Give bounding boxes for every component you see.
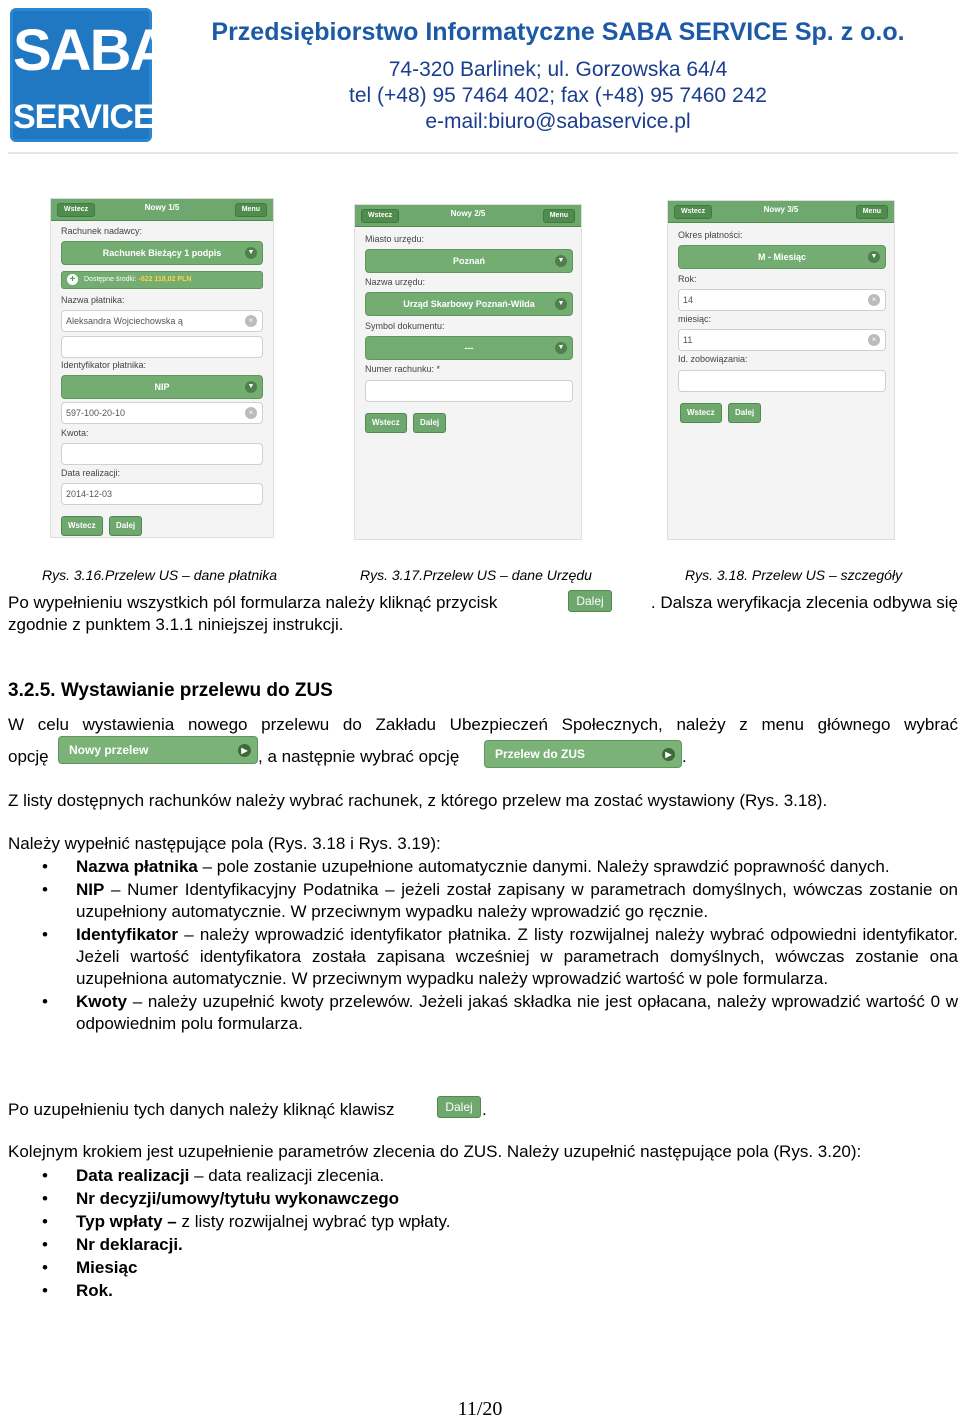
menu-option-label: Przelew do ZUS (495, 747, 586, 761)
list-item (8, 1164, 958, 1187)
step-indicator: Nowy 2/5 (450, 209, 486, 218)
list-item-term: Kwoty (76, 992, 127, 1011)
chevron-down-icon: ▼ (868, 251, 880, 263)
menu-option-new-transfer (58, 736, 258, 764)
figure-caption-3-18: Rys. 3.18. Przelew US – szczegóły (685, 567, 903, 583)
date-label: Data realizacji: (61, 468, 121, 478)
figure-caption-3-17: Rys. 3.17.Przelew US – dane Urzędu (360, 567, 592, 583)
payer-label: Nazwa płatnika: (61, 295, 125, 305)
payer-id-input[interactable] (61, 402, 263, 424)
clear-icon[interactable]: × (868, 334, 880, 346)
menu-button[interactable]: Menu (235, 203, 267, 217)
list-item (8, 1233, 958, 1256)
payer-id-type-select[interactable] (61, 375, 263, 399)
list-item-term: Nr deklaracji. (76, 1235, 183, 1254)
list-item-term: Nazwa płatnika (76, 857, 198, 876)
para2-text-a: W celu wystawienia nowego przelewu do Zakładu Ubezpieczeń Społecznych, należy z menu głównego wybrać (8, 715, 958, 734)
year-input[interactable] (678, 289, 886, 311)
period-select[interactable] (678, 245, 886, 269)
para3: Z listy dostępnych rachunków należy wybrać rachunek, z którego przelew ma zostać wystawiony (Rys. 3.18). (8, 791, 828, 810)
list-item-term: Typ wpłaty – (76, 1212, 177, 1231)
menu-button[interactable]: Menu (543, 209, 575, 223)
available-amount: -622 118,02 PLN (138, 276, 192, 283)
year-value: 14 (683, 295, 694, 305)
screenshot-details (667, 200, 895, 540)
amount-label: Kwota: (61, 428, 89, 438)
chevron-right-icon: ▶ (238, 744, 251, 757)
list-item-term: Identyfikator (76, 925, 179, 944)
payer-input[interactable] (61, 310, 263, 332)
clear-icon[interactable]: × (245, 315, 257, 327)
list-item (8, 856, 958, 878)
menu-option-zus-transfer (484, 740, 682, 768)
logo-text-bottom: SERVICE (13, 98, 155, 136)
month-label: miesiąc: (678, 314, 712, 324)
chevron-down-icon: ▼ (245, 247, 257, 259)
menu-option-label: Nowy przelew (69, 743, 149, 757)
account-number-input[interactable] (365, 380, 573, 402)
para6: Kolejnym krokiem jest uzupełnienie parametrów zlecenia do ZUS. Należy uzupełnić następujące pola (Rys. 3.20): (8, 1142, 862, 1161)
city-select[interactable] (365, 249, 573, 273)
para2-text-b: opcję (8, 747, 49, 766)
logo-text-top: SABA (13, 18, 170, 83)
step-indicator: Nowy 1/5 (144, 203, 180, 212)
phone-topbar (668, 201, 894, 223)
clear-icon[interactable]: × (868, 294, 880, 306)
account-label: Rachunek nadawcy: (61, 226, 143, 236)
list-item (8, 1256, 958, 1279)
account-select[interactable] (61, 241, 263, 265)
payer-id-label: Identyfikator płatnika: (61, 360, 147, 370)
wstecz-button[interactable]: Wstecz (680, 403, 722, 423)
list-item-term: Miesiąc (76, 1258, 138, 1277)
page-header (8, 6, 958, 154)
obligation-label: Id. zobowiązania: (678, 354, 748, 364)
wstecz-button[interactable]: Wstecz (61, 516, 103, 536)
list-item-text: – należy wprowadzić identyfikator płatnika. Z listy rozwijalnej należy wybrać odpowiedni identyfikator. Jeżeli wartość identyfikatora została zapisana wcześniej w parametrach domyślnych, wówczas zostanie ona uzupełniona automatycznie. W przeciwnym wypadku należy wprowadzić wartość w pole formularza. (76, 925, 958, 988)
section-title: 3.2.5. Wystawianie przelewu do ZUS (8, 680, 333, 701)
date-input[interactable] (61, 483, 263, 505)
symbol-value: --- (464, 343, 474, 353)
screenshot-payer-data (50, 198, 274, 538)
para2-text-c: , a następnie wybrać opcję (258, 747, 460, 766)
step-indicator: Nowy 3/5 (763, 205, 799, 214)
city-value: Poznań (452, 256, 485, 266)
amount-input[interactable] (61, 443, 263, 465)
para1-text-b: . Dalsza weryfikacja zlecenia odbywa się (650, 593, 958, 612)
list-item-term: Nr decyzji/umowy/tytułu wykonawczego (76, 1189, 400, 1208)
company-email: e-mail:biuro@sabaservice.pl (425, 110, 691, 133)
list-item-term: Data realizacji (76, 1166, 190, 1185)
page-number: 11/20 (457, 1398, 503, 1420)
symbol-select[interactable] (365, 336, 573, 360)
list-item-text: – Numer Identyfikacyjny Podatnika – jeżeli został zapisany w parametrach domyślnych, wówczas zostanie on uzupełniony automatycznie. W przeciwnym wypadku należy wprowadzić go ręcznie. (76, 880, 958, 921)
menu-button[interactable]: Menu (856, 205, 888, 219)
dalej-inline-button: Dalej (437, 1096, 481, 1118)
date-value: 2014-12-03 (66, 489, 113, 499)
account-number-label: Numer rachunku: * (365, 364, 441, 374)
dalej-button[interactable]: Dalej (109, 516, 142, 536)
para5-text-b: . (482, 1100, 487, 1119)
office-label: Nazwa urzędu: (365, 277, 426, 287)
payer-input-extra[interactable] (61, 336, 263, 358)
para2-text-d: . (682, 747, 687, 766)
company-logo (10, 8, 170, 142)
list-item-term: NIP (76, 880, 105, 899)
list-item-text: – pole zostanie uzupełnione automatycznie danymi. Należy sprawdzić poprawność danych. (197, 857, 890, 876)
month-input[interactable] (678, 329, 886, 351)
company-address: 74-320 Barlinek; ul. Gorzowska 64/4 (388, 58, 728, 81)
required-fields-list (8, 856, 958, 1035)
period-value: M - Miesiąc (757, 252, 806, 262)
available-funds (61, 271, 263, 289)
chevron-down-icon: ▼ (555, 342, 567, 354)
payer-id-value: 597-100-20-10 (66, 408, 126, 418)
list-item (8, 879, 958, 923)
account-value: Rachunek Bieżący 1 podpis (102, 248, 222, 258)
back-button[interactable]: Wstecz (674, 205, 712, 219)
list-item (8, 1210, 958, 1233)
company-name: Przedsiębiorstwo Informatyczne SABA SERVICE Sp. z o.o. (211, 18, 905, 46)
year-label: Rok: (678, 274, 697, 284)
para1-text-a: Po wypełnieniu wszystkich pól formularza należy kliknąć przycisk (8, 593, 498, 612)
para4: Należy wypełnić następujące pola (Rys. 3.18 i Rys. 3.19): (8, 834, 441, 853)
para5-text-a: Po uzupełnieniu tych danych należy kliknąć klawisz (8, 1100, 395, 1119)
month-value: 11 (683, 335, 693, 345)
dalej-button[interactable]: Dalej (728, 403, 761, 423)
list-item (8, 924, 958, 990)
available-label: Dostępne środki: (84, 276, 137, 283)
zus-params-list (8, 1164, 958, 1302)
wstecz-button[interactable]: Wstecz (365, 413, 407, 433)
city-label: Miasto urzędu: (365, 234, 425, 244)
list-item (8, 991, 958, 1035)
chevron-down-icon: ▼ (555, 255, 567, 267)
dalej-inline-button: Dalej (568, 590, 612, 612)
back-button[interactable]: Wstecz (361, 209, 399, 223)
back-button[interactable]: Wstecz (57, 203, 95, 217)
chevron-right-icon: ▶ (662, 748, 675, 761)
list-item-text: z listy rozwijalnej wybrać typ wpłaty. (176, 1212, 451, 1231)
list-item-text: – należy uzupełnić kwoty przelewów. Jeżeli jakaś składka nie jest opłacana, należy wprowadzić wartość 0 w odpowiednim polu formularza. (76, 992, 958, 1033)
list-item (8, 1279, 958, 1302)
para1-text-c: zgodnie z punktem 3.1.1 niniejszej instrukcji. (8, 615, 344, 634)
plus-icon[interactable]: + (67, 274, 78, 285)
figure-caption-3-16: Rys. 3.16.Przelew US – dane płatnika (42, 567, 278, 583)
period-label: Okres płatności: (678, 230, 743, 240)
company-phone: tel (+48) 95 7464 402; fax (+48) 95 7460 242 (349, 84, 767, 107)
screenshot-office-data (354, 204, 582, 540)
obligation-input[interactable] (678, 370, 886, 392)
chevron-down-icon: ▼ (555, 298, 567, 310)
phone-topbar (355, 205, 581, 227)
chevron-down-icon: ▼ (245, 381, 257, 393)
list-item-term: Rok. (76, 1281, 113, 1300)
payer-id-type: NIP (154, 382, 170, 392)
list-item (8, 1187, 958, 1210)
dalej-button[interactable]: Dalej (413, 413, 446, 433)
phone-topbar (51, 199, 273, 221)
office-select[interactable] (365, 292, 573, 316)
payer-value: Aleksandra Wojciechowska ą (66, 316, 183, 326)
office-value: Urząd Skarbowy Poznań-Wilda (403, 299, 535, 309)
symbol-label: Symbol dokumentu: (365, 321, 445, 331)
list-item-text: – data realizacji zlecenia. (189, 1166, 385, 1185)
clear-icon[interactable]: × (245, 407, 257, 419)
